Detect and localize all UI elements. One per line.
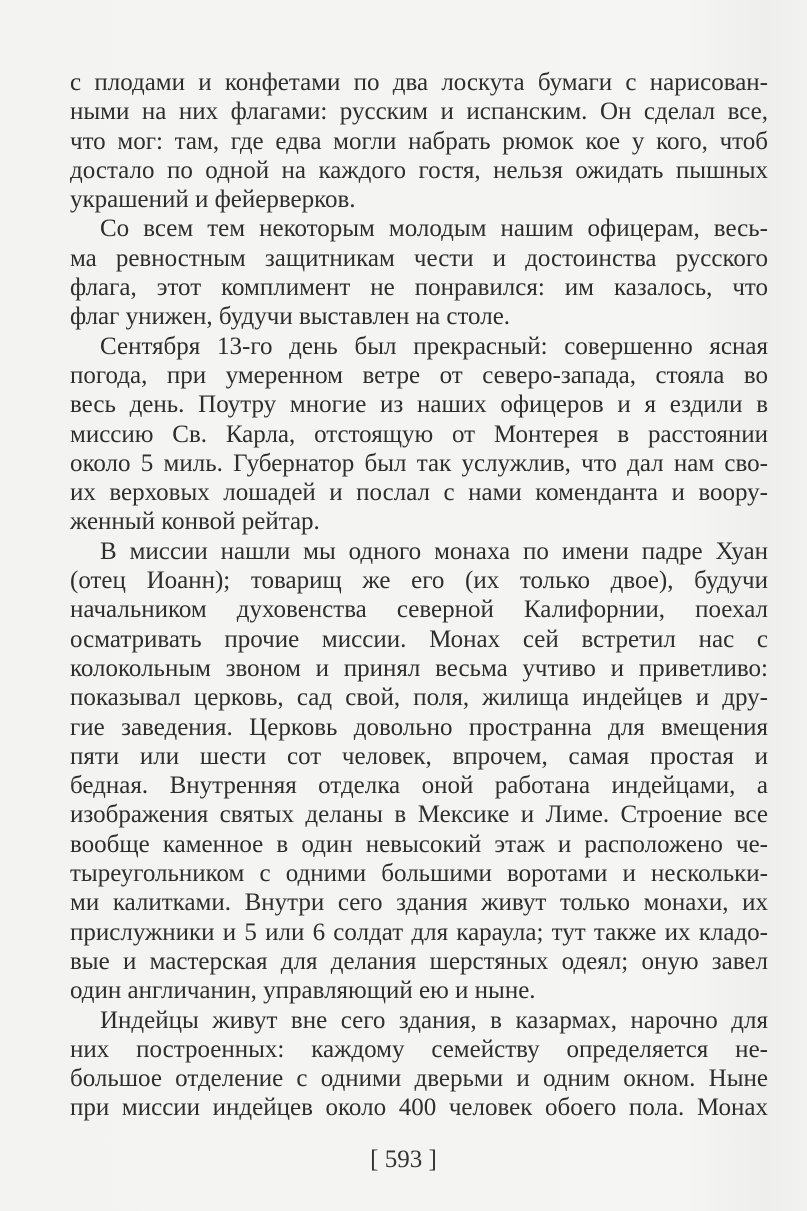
text-line: пяти или шести сот человек, впрочем, самая простая и [70, 742, 768, 770]
text-line: погода, при умеренном ветре от северо-запада, стояла во [70, 361, 768, 389]
text-line: флаг унижен, будучи выставлен на столе. [70, 303, 511, 331]
text-line: ными на них флагами: русским и испанским. Он сделал все, [70, 98, 768, 126]
text-line: большое отделение с одними дверьми и одним окном. Ныне [70, 1065, 768, 1093]
text-line: вообще каменное в один невысокий этаж и расположено че- [70, 830, 768, 858]
text-line: показывал церковь, сад свой, поля, жилища индейцев и дру- [70, 684, 768, 712]
text-line: начальником духовенства северной Калифорнии, поехал [70, 596, 768, 624]
text-line: Со всем тем некоторым молодым нашим офицерам, весь- [100, 215, 768, 243]
text-line: при миссии индейцев около 400 человек обоего пола. Монах [70, 1094, 768, 1122]
paragraph [70, 214, 768, 331]
text-line: прислужники и 5 или 6 солдат для караула; тут также их кладо- [70, 918, 768, 946]
text-line: бедная. Внутренняя отделка оной работана индейцами, а [70, 772, 768, 800]
page-body-text [70, 68, 768, 1123]
text-line: что мог: там, где едва могли набрать рюмок кое у кого, чтоб [70, 127, 768, 155]
text-line: В миссии нашли мы одного монаха по имени падре Хуан [100, 537, 768, 565]
text-line: осматривать прочие миссии. Монах сей встретил нас с [70, 625, 768, 653]
text-line: достало по одной на каждого гостя, нельзя ожидать пышных [70, 156, 768, 184]
text-line: женный конвой рейтар. [70, 508, 320, 536]
page-number: [ 593 ] [370, 1146, 437, 1173]
text-line: весь день. Поутру многие из наших офицеров и я ездили в [70, 391, 768, 419]
text-line: них построенных: каждому семейству определяется не- [70, 1035, 768, 1063]
text-line: украшений и фейерверков. [70, 186, 356, 214]
text-line: ма ревностным защитникам чести и достоинства русского [70, 244, 768, 272]
text-line: ми калитками. Внутри сего здания живут только монахи, их [70, 889, 768, 917]
text-line: тыреугольником с одними большими воротами и нескольки- [70, 860, 768, 888]
text-line: с плодами и конфетами по два лоскута бумаги с нарисован- [70, 69, 768, 96]
text-line: колокольным звоном и принял весьма учтиво и приветливо: [70, 654, 768, 682]
paragraph [70, 537, 768, 1006]
text-line: вые и мастерская для делания шерстяных одеял; оную завел [70, 947, 768, 975]
text-line: Индейцы живут вне сего здания, в казармах, нарочно для [100, 1006, 768, 1034]
text-line: флага, этот комплимент не понравился: им казалось, что [70, 274, 768, 302]
text-line: гие заведения. Церковь довольно пространна для вмещения [70, 713, 768, 741]
text-line: изображения святых деланы в Мексике и Лиме. Строение все [70, 801, 768, 829]
text-line: их верховых лошадей и послал с нами коменданта и воору- [70, 479, 768, 507]
text-line: миссию Св. Карла, отстоящую от Монтерея в расстоянии [70, 420, 768, 448]
text-line: Сентября 13-го день был прекрасный: совершенно ясная [100, 332, 768, 360]
text-line: около 5 миль. Губернатор был так услужлив, что дал нам сво- [70, 449, 768, 477]
paragraph [70, 1006, 768, 1123]
text-line: один англичанин, управляющий ею и ныне. [70, 977, 536, 1005]
paragraph [70, 332, 768, 537]
paragraph [70, 68, 768, 214]
text-line: (отец Иоанн); товарищ же его (их только двое), будучи [70, 567, 768, 595]
